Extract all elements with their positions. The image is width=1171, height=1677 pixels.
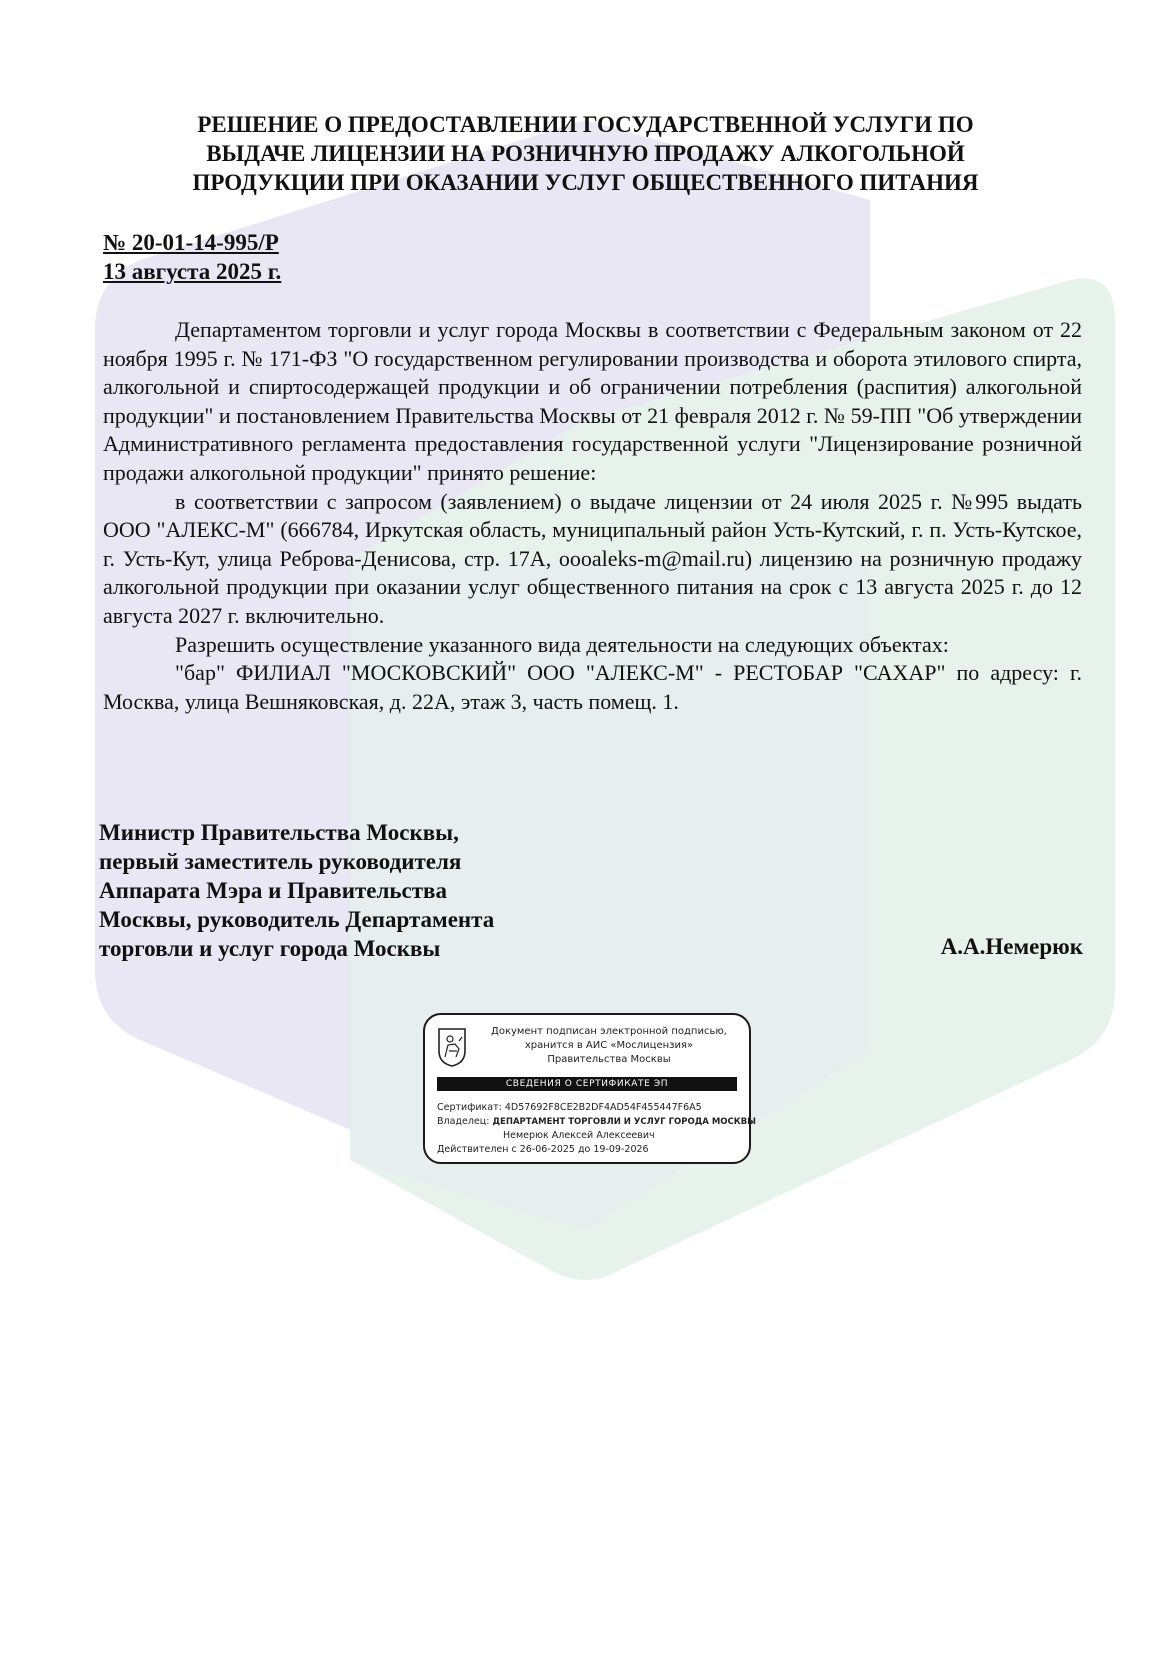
stamp-header-line: Правительства Москвы [547,1054,671,1065]
title-line: ПРОДУКЦИИ ПРИ ОКАЗАНИИ УСЛУГ ОБЩЕСТВЕННОГО ПИТАНИЯ [192,170,979,195]
certificate-validity: Действителен с 26-06-2025 до 19-09-2026 [437,1144,649,1155]
certificate-details [437,1101,756,1157]
signer-position-line: Аппарата Мэра и Правительства [99,878,447,903]
electronic-signature-stamp [423,1013,756,1164]
owner-organization: ДЕПАРТАМЕНТ ТОРГОВЛИ И УСЛУГ ГОРОДА МОСКВЫ [492,1117,756,1127]
owner-name: Немерюк Алексей Алексеевич [503,1130,655,1141]
paragraph-permit: Разрешить осуществление указанного вида деятельности на следующих объектах: [175,631,949,657]
paragraph-basis: Департаментом торговли и услуг города Москвы в соответствии с Федеральным законом от 22 ноября 1995 г. № 171-ФЗ "О государственном регулировании производства и оборота этилового спирта, алкогольной и спиртосодержащей продукции и об ограничении потребления (распития) алкогольной продукции" и постановлением Правительства Москвы от 21 февраля 2012 г. № 59-ПП "Об утверждении Административного регламента предоставления государственной услуги "Лицензирование розничной продажи алкогольной продукции" принято решение: [103,317,1082,485]
stamp-header [473,1025,745,1067]
certificate-info-bar: СВЕДЕНИЯ О СЕРТИФИКАТЕ ЭП [437,1077,737,1091]
paragraph-object: "бар" ФИЛИАЛ "МОСКОВСКИЙ" ООО "АЛЕКС-М" - РЕСТОБАР "САХАР" по адресу: г. Москва, улица Вешняковская, д. 22А, этаж 3, часть помещ. 1. [103,660,1082,714]
decision-body [103,316,1082,716]
owner-row [437,1115,756,1129]
certificate-label: Сертификат: [437,1102,502,1113]
decision-date: 13 августа 2025 г. [103,259,282,284]
certificate-row [437,1101,747,1115]
stamp-header-line: Документ подписан электронной подписью, [491,1026,727,1037]
decision-number: № 20-01-14-995/Р [103,230,279,255]
signer-position-line: Москвы, руководитель Департамента [99,907,495,932]
signer-position-line: Министр Правительства Москвы, [99,820,459,845]
signer-position-line: торговли и услуг города Москвы [99,936,441,961]
signer-position [99,818,659,963]
document-title [120,110,1051,197]
paragraph-issue: в соответствии с запросом (заявлением) о выдаче лицензии от 24 июля 2025 г. №995 выдать ООО "АЛЕКС-М" (666784, Иркутская область, муниципальный район Усть-Кутский, г. п. Усть-Кутское, г. Усть-Кут, улица Реброва-Денисова, стр. 17А, oooaleks-m@mail.ru) лицензию на розничную продажу алкогольной продукции при оказании услуг общественного питания на срок с 13 августа 2025 г. до 12 августа 2027 г. включительно. [103,488,1082,628]
moscow-coat-of-arms-icon [437,1027,467,1067]
signer-position-line: первый заместитель руководителя [99,849,462,874]
stamp-header-line: хранится в АИС «Мослицензия» [524,1040,694,1051]
title-line: ВЫДАЧЕ ЛИЦЕНЗИИ НА РОЗНИЧНУЮ ПРОДАЖУ АЛКОГОЛЬНОЙ [206,141,965,166]
certificate-value: 4D57692F8CE2B2DF4AD54F455447F6A5 [504,1102,702,1113]
signer-name: А.А.Немерюк [940,934,1083,959]
title-line: РЕШЕНИЕ О ПРЕДОСТАВЛЕНИИ ГОСУДАРСТВЕННОЙ УСЛУГИ ПО [197,112,974,137]
owner-label: Владелец: [437,1116,490,1127]
